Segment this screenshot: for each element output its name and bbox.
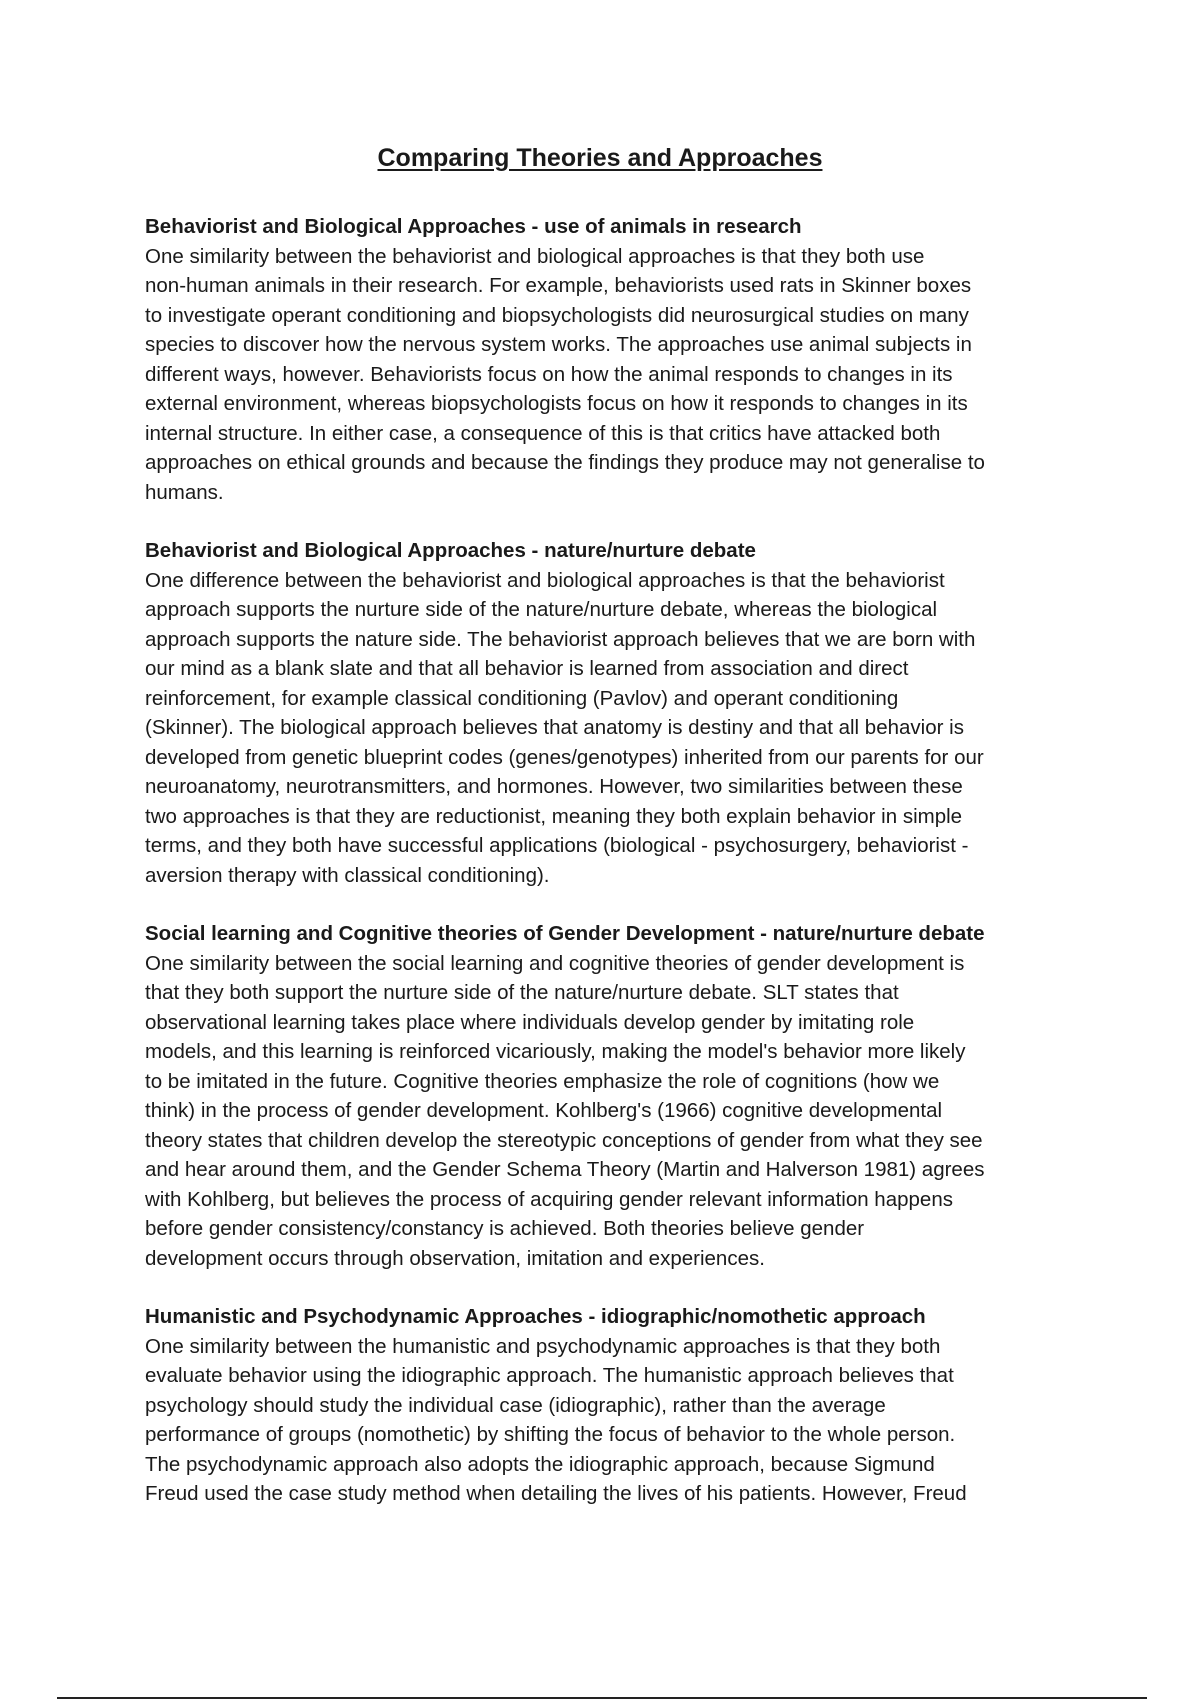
paragraph-line: to be imitated in the future. Cognitive theories emphasize the role of cognitions (how we [145, 1069, 940, 1093]
section-heading: Behaviorist and Biological Approaches - use of animals in research [145, 215, 802, 238]
section-humanistic-psychodynamic [145, 1302, 1075, 1509]
paragraph-line: development occurs through observation, imitation and experiences. [145, 1246, 765, 1270]
paragraph-line: neuroanatomy, neurotransmitters, and hormones. However, two similarities between these [145, 775, 963, 798]
paragraph-line: different ways, however. Behaviorists focus on how the animal responds to changes in its [145, 362, 953, 386]
paragraph-line: observational learning takes place where individuals develop gender by imitating role [145, 1010, 915, 1034]
paragraph-line: evaluate behavior using the idiographic approach. The humanistic approach believes that [145, 1364, 954, 1387]
paragraph-line: species to discover how the nervous system works. The approaches use animal subjects in [145, 333, 972, 356]
paragraph-line: non-human animals in their research. For example, behaviorists used rats in Skinner boxes [145, 274, 972, 297]
paragraph-line: to investigate operant conditioning and biopsychologists did neurosurgical studies on many [145, 303, 969, 327]
section-paragraph [145, 566, 1075, 891]
paragraph-line: approach supports the nurture side of the nature/nurture debate, whereas the biological [145, 598, 938, 621]
section-paragraph [145, 1332, 1075, 1509]
section-paragraph [145, 949, 1075, 1274]
paragraph-line: and hear around them, and the Gender Schema Theory (Martin and Halverson 1981) agrees [145, 1158, 985, 1181]
paragraph-line: approach supports the nature side. The behaviorist approach believes that we are born with [145, 627, 976, 651]
paragraph-line: One similarity between the behaviorist and biological approaches is that they both use [145, 244, 925, 268]
section-heading: Behaviorist and Biological Approaches - nature/nurture debate [145, 539, 756, 562]
paragraph-line: think) in the process of gender development. Kohlberg's (1966) cognitive developmental [145, 1099, 943, 1122]
paragraph-line: that they both support the nurture side of the nature/nurture debate. SLT states that [145, 981, 899, 1004]
paragraph-line: approaches on ethical grounds and because the findings they produce may not generalise to [145, 451, 985, 474]
paragraph-line: aversion therapy with classical conditioning). [145, 863, 550, 887]
paragraph-line: internal structure. In either case, a consequence of this is that critics have attacked both [145, 421, 941, 445]
section-nature-nurture-behaviorist-biological [145, 536, 1075, 890]
document-content [145, 212, 1075, 1538]
section-heading: Humanistic and Psychodynamic Approaches - idiographic/nomothetic approach [145, 1305, 926, 1328]
page-title: Comparing Theories and Approaches [377, 144, 823, 172]
paragraph-line: One similarity between the social learning and cognitive theories of gender development is [145, 951, 965, 975]
paragraph-line: two approaches is that they are reductionist, meaning they both explain behavior in simple [145, 804, 963, 828]
paragraph-line: One difference between the behaviorist and biological approaches is that the behaviorist [145, 568, 945, 592]
paragraph-line: psychology should study the individual case (idiographic), rather than the average [145, 1393, 886, 1417]
paragraph-line: humans. [145, 480, 224, 504]
paragraph-line: with Kohlberg, but believes the process of acquiring gender relevant information happens [145, 1187, 953, 1211]
paragraph-line: developed from genetic blueprint codes (genes/genotypes) inherited from our parents for our [145, 745, 984, 769]
paragraph-line: our mind as a blank slate and that all behavior is learned from association and direct [145, 657, 909, 680]
paragraph-line: One similarity between the humanistic and psychodynamic approaches is that they both [145, 1334, 941, 1358]
paragraph-line: Freud used the case study method when detailing the lives of his patients. However, Freud [145, 1482, 967, 1505]
paragraph-line: (Skinner). The biological approach believes that anatomy is destiny and that all behavior is [145, 716, 964, 739]
paragraph-line: terms, and they both have successful applications (biological - psychosurgery, behaviorist - [145, 834, 969, 857]
paragraph-line: performance of groups (nomothetic) by shifting the focus of behavior to the whole person. [145, 1423, 956, 1446]
paragraph-line: theory states that children develop the stereotypic conceptions of gender from what they see [145, 1128, 983, 1152]
paragraph-line: before gender consistency/constancy is achieved. Both theories believe gender [145, 1217, 865, 1240]
paragraph-line: reinforcement, for example classical conditioning (Pavlov) and operant conditioning [145, 686, 899, 710]
section-paragraph [145, 242, 1075, 508]
section-animals-in-research [145, 212, 1075, 507]
paragraph-line: The psychodynamic approach also adopts the idiographic approach, because Sigmund [145, 1452, 935, 1476]
paragraph-line: models, and this learning is reinforced vicariously, making the model's behavior more likely [145, 1040, 966, 1063]
paragraph-line: external environment, whereas biopsychologists focus on how it responds to changes in its [145, 392, 968, 415]
section-heading: Social learning and Cognitive theories of Gender Development - nature/nurture debate [145, 922, 985, 945]
section-gender-development [145, 919, 1075, 1273]
page-bottom-rule [57, 1697, 1147, 1699]
